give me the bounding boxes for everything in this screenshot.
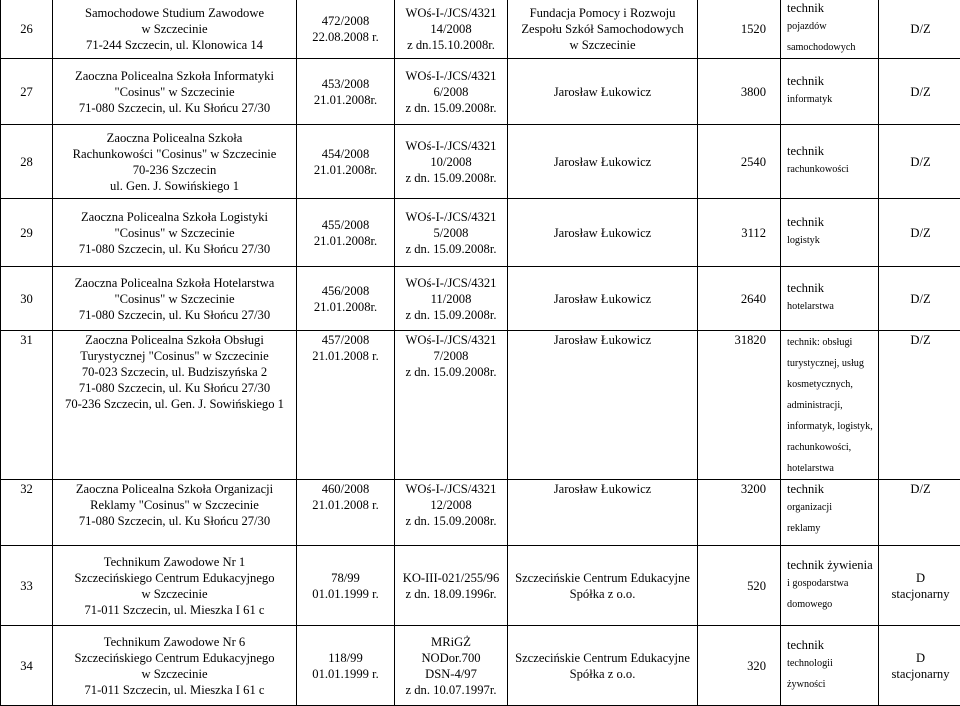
- study-mode-line: stacjonarny: [881, 666, 960, 682]
- decision-line: 455/2008: [299, 217, 392, 233]
- operator-line: Szczecińskie Centrum Edukacyjne: [510, 650, 695, 666]
- school-name-line: 70-236 Szczecin: [55, 162, 294, 178]
- registry-line: WOś-I-/JCS/4321: [397, 68, 505, 84]
- decision-line: 454/2008: [299, 146, 392, 162]
- row-number: 28: [20, 155, 33, 169]
- study-mode-line: D: [881, 570, 960, 586]
- decision-cell: [297, 199, 395, 267]
- school-cell: [53, 626, 297, 706]
- table-row: [1, 480, 960, 546]
- row-number-cell: [1, 267, 53, 331]
- students-cell: [698, 546, 781, 626]
- school-name-line: Zaoczna Policealna Szkoła: [55, 130, 294, 146]
- row-number: 29: [20, 226, 33, 240]
- table-row: [1, 546, 960, 626]
- profession-line: organizacji: [787, 497, 876, 518]
- row-number: 33: [20, 579, 33, 593]
- table-row: [1, 331, 960, 480]
- table-row: [1, 199, 960, 267]
- registry-cell: [395, 480, 508, 546]
- registry-cell: [395, 199, 508, 267]
- school-name-line: Turystycznej "Cosinus" w Szczecinie: [55, 348, 294, 364]
- students-cell: [698, 59, 781, 125]
- registry-line: z dn. 10.07.1997r.: [397, 682, 505, 698]
- mode-cell: [879, 125, 960, 199]
- profession-line: technik: [787, 73, 876, 89]
- decision-cell: [297, 125, 395, 199]
- profession-line: hotelarstwa: [787, 458, 876, 479]
- school-name-line: Zaoczna Policealna Szkoła Organizacji: [55, 481, 294, 497]
- registry-line: WOś-I-/JCS/4321: [397, 481, 505, 497]
- students-count: 1520: [741, 22, 766, 36]
- decision-line: 22.08.2008 r.: [299, 29, 392, 45]
- study-mode-line: D/Z: [881, 154, 960, 170]
- operator-line: Jarosław Łukowicz: [510, 154, 695, 170]
- table-row: [1, 0, 960, 59]
- study-mode-line: D: [881, 650, 960, 666]
- row-number: 26: [20, 22, 33, 36]
- registry-line: DSN-4/97: [397, 666, 505, 682]
- table-row: [1, 125, 960, 199]
- profession-line: reklamy: [787, 518, 876, 539]
- row-number-cell: [1, 59, 53, 125]
- students-count: 320: [747, 659, 766, 673]
- school-name-line: 71-080 Szczecin, ul. Ku Słońcu 27/30: [55, 100, 294, 116]
- school-name-line: Technikum Zawodowe Nr 1: [55, 554, 294, 570]
- profession-line: turystycznej, usług: [787, 353, 876, 374]
- school-name-line: 71-244 Szczecin, ul. Klonowica 14: [55, 37, 294, 53]
- registry-line: 10/2008: [397, 154, 505, 170]
- mode-cell: [879, 331, 960, 480]
- decision-line: 118/99: [299, 650, 392, 666]
- registry-line: WOś-I-/JCS/4321: [397, 275, 505, 291]
- decision-line: 01.01.1999 r.: [299, 666, 392, 682]
- row-number: 30: [20, 292, 33, 306]
- study-mode-line: D/Z: [881, 481, 960, 497]
- table-row: [1, 267, 960, 331]
- registry-line: z dn. 15.09.2008r.: [397, 100, 505, 116]
- profession-line: technik: [787, 481, 876, 497]
- school-name-line: Reklamy "Cosinus" w Szczecinie: [55, 497, 294, 513]
- students-cell: [698, 331, 781, 480]
- decision-line: 21.01.2008 r.: [299, 497, 392, 513]
- profession-line: technik: obsługi: [787, 332, 876, 353]
- decision-line: 21.01.2008r.: [299, 92, 392, 108]
- decision-cell: [297, 480, 395, 546]
- profession-line: żywności: [787, 674, 876, 695]
- school-name-line: "Cosinus" w Szczecinie: [55, 291, 294, 307]
- school-name-line: Szczecińskiego Centrum Edukacyjnego: [55, 650, 294, 666]
- students-count: 2540: [741, 155, 766, 169]
- profession-line: informatyk, logistyk,: [787, 416, 876, 437]
- students-count: 3800: [741, 85, 766, 99]
- registry-cell: [395, 125, 508, 199]
- operator-line: Spółka z o.o.: [510, 666, 695, 682]
- profession-cell: [781, 267, 879, 331]
- school-name-line: 70-023 Szczecin, ul. Budziszyńska 2: [55, 364, 294, 380]
- school-name-line: w Szczecinie: [55, 21, 294, 37]
- school-name-line: Zaoczna Policealna Szkoła Hotelarstwa: [55, 275, 294, 291]
- students-cell: [698, 267, 781, 331]
- students-cell: [698, 0, 781, 59]
- profession-line: rachunkowości,: [787, 437, 876, 458]
- profession-line: administracji,: [787, 395, 876, 416]
- operator-cell: [508, 199, 698, 267]
- school-cell: [53, 546, 297, 626]
- school-name-line: w Szczecinie: [55, 666, 294, 682]
- decision-cell: [297, 546, 395, 626]
- study-mode-line: D/Z: [881, 225, 960, 241]
- mode-cell: [879, 59, 960, 125]
- operator-cell: [508, 125, 698, 199]
- school-name-line: "Cosinus" w Szczecinie: [55, 225, 294, 241]
- decision-line: 01.01.1999 r.: [299, 586, 392, 602]
- profession-cell: [781, 480, 879, 546]
- profession-line: rachunkowości: [787, 159, 876, 180]
- school-name-line: ul. Gen. J. Sowińskiego 1: [55, 178, 294, 194]
- profession-cell: [781, 0, 879, 59]
- operator-line: Szczecińskie Centrum Edukacyjne: [510, 570, 695, 586]
- operator-cell: [508, 59, 698, 125]
- decision-cell: [297, 59, 395, 125]
- decision-line: 78/99: [299, 570, 392, 586]
- decision-line: 21.01.2008 r.: [299, 348, 392, 364]
- profession-line: technik: [787, 280, 876, 296]
- school-cell: [53, 331, 297, 480]
- decision-line: 456/2008: [299, 283, 392, 299]
- row-number: 27: [20, 85, 33, 99]
- profession-cell: [781, 125, 879, 199]
- operator-cell: [508, 331, 698, 480]
- mode-cell: [879, 480, 960, 546]
- registry-line: KO-III-021/255/96: [397, 570, 505, 586]
- operator-line: Fundacja Pomocy i Rozwoju: [510, 5, 695, 21]
- school-cell: [53, 59, 297, 125]
- school-name-line: 71-011 Szczecin, ul. Mieszka I 61 c: [55, 682, 294, 698]
- mode-cell: [879, 626, 960, 706]
- registry-line: NODor.700: [397, 650, 505, 666]
- registry-line: z dn. 15.09.2008r.: [397, 513, 505, 529]
- school-name-line: Samochodowe Studium Zawodowe: [55, 5, 294, 21]
- decision-line: 21.01.2008r.: [299, 299, 392, 315]
- operator-line: Jarosław Łukowicz: [510, 225, 695, 241]
- operator-cell: [508, 0, 698, 59]
- row-number-cell: [1, 331, 53, 480]
- profession-line: technik żywienia: [787, 557, 876, 573]
- row-number-cell: [1, 125, 53, 199]
- registry-line: z dn. 15.09.2008r.: [397, 364, 505, 380]
- row-number: 31: [20, 333, 33, 347]
- school-cell: [53, 199, 297, 267]
- profession-line: pojazdów: [787, 16, 876, 37]
- school-cell: [53, 0, 297, 59]
- row-number-cell: [1, 199, 53, 267]
- operator-cell: [508, 267, 698, 331]
- school-name-line: 71-080 Szczecin, ul. Ku Słońcu 27/30: [55, 307, 294, 323]
- row-number-cell: [1, 480, 53, 546]
- study-mode-line: D/Z: [881, 291, 960, 307]
- registry-line: 6/2008: [397, 84, 505, 100]
- registry-line: WOś-I-/JCS/4321: [397, 138, 505, 154]
- school-name-line: Zaoczna Policealna Szkoła Informatyki: [55, 68, 294, 84]
- decision-line: 457/2008: [299, 332, 392, 348]
- operator-line: Jarosław Łukowicz: [510, 481, 695, 497]
- registry-line: WOś-I-/JCS/4321: [397, 209, 505, 225]
- profession-line: kosmetycznych,: [787, 374, 876, 395]
- registry-cell: [395, 546, 508, 626]
- decision-cell: [297, 626, 395, 706]
- school-cell: [53, 480, 297, 546]
- school-name-line: 71-080 Szczecin, ul. Ku Słońcu 27/30: [55, 513, 294, 529]
- school-name-line: 71-080 Szczecin, ul. Ku Słońcu 27/30: [55, 241, 294, 257]
- registry-line: 12/2008: [397, 497, 505, 513]
- registry-line: 11/2008: [397, 291, 505, 307]
- operator-line: Spółka z o.o.: [510, 586, 695, 602]
- registry-line: z dn. 15.09.2008r.: [397, 170, 505, 186]
- decision-line: 472/2008: [299, 13, 392, 29]
- registry-line: 7/2008: [397, 348, 505, 364]
- row-number-cell: [1, 626, 53, 706]
- students-cell: [698, 199, 781, 267]
- operator-cell: [508, 480, 698, 546]
- table-row: [1, 59, 960, 125]
- students-cell: [698, 626, 781, 706]
- operator-line: Jarosław Łukowicz: [510, 84, 695, 100]
- school-name-line: Rachunkowości "Cosinus" w Szczecinie: [55, 146, 294, 162]
- registry-line: z dn. 15.09.2008r.: [397, 241, 505, 257]
- school-name-line: Zaoczna Policealna Szkoła Logistyki: [55, 209, 294, 225]
- decision-line: 460/2008: [299, 481, 392, 497]
- mode-cell: [879, 267, 960, 331]
- decision-line: 21.01.2008r.: [299, 162, 392, 178]
- school-name-line: 71-080 Szczecin, ul. Ku Słońcu 27/30: [55, 380, 294, 396]
- study-mode-line: stacjonarny: [881, 586, 960, 602]
- row-number-cell: [1, 0, 53, 59]
- registry-line: z dn.15.10.2008r.: [397, 37, 505, 53]
- operator-cell: [508, 546, 698, 626]
- school-cell: [53, 125, 297, 199]
- school-name-line: Szczecińskiego Centrum Edukacyjnego: [55, 570, 294, 586]
- registry-cell: [395, 0, 508, 59]
- profession-line: i gospodarstwa: [787, 573, 876, 594]
- decision-cell: [297, 331, 395, 480]
- mode-cell: [879, 199, 960, 267]
- registry-line: z dn. 15.09.2008r.: [397, 307, 505, 323]
- operator-line: Jarosław Łukowicz: [510, 332, 695, 348]
- profession-line: technologii: [787, 653, 876, 674]
- registry-line: 14/2008: [397, 21, 505, 37]
- study-mode-line: D/Z: [881, 21, 960, 37]
- school-name-line: "Cosinus" w Szczecinie: [55, 84, 294, 100]
- registry-line: 5/2008: [397, 225, 505, 241]
- profession-cell: [781, 331, 879, 480]
- operator-cell: [508, 626, 698, 706]
- registry-cell: [395, 626, 508, 706]
- decision-line: 21.01.2008r.: [299, 233, 392, 249]
- mode-cell: [879, 0, 960, 59]
- operator-line: w Szczecinie: [510, 37, 695, 53]
- registry-line: z dn. 18.09.1996r.: [397, 586, 505, 602]
- students-count: 3112: [741, 226, 766, 240]
- registry-line: MRiGŻ: [397, 634, 505, 650]
- profession-line: samochodowych: [787, 37, 876, 58]
- profession-cell: [781, 546, 879, 626]
- table-row: [1, 626, 960, 706]
- school-name-line: Technikum Zawodowe Nr 6: [55, 634, 294, 650]
- registry-line: WOś-I-/JCS/4321: [397, 5, 505, 21]
- school-name-line: w Szczecinie: [55, 586, 294, 602]
- profession-line: domowego: [787, 594, 876, 615]
- students-count: 3200: [741, 482, 766, 496]
- school-cell: [53, 267, 297, 331]
- registry-line: WOś-I-/JCS/4321: [397, 332, 505, 348]
- students-count: 2640: [741, 292, 766, 306]
- profession-cell: [781, 626, 879, 706]
- profession-cell: [781, 59, 879, 125]
- registry-cell: [395, 59, 508, 125]
- row-number: 34: [20, 659, 33, 673]
- students-count: 520: [747, 579, 766, 593]
- decision-cell: [297, 267, 395, 331]
- registry-cell: [395, 267, 508, 331]
- profession-line: logistyk: [787, 230, 876, 251]
- decision-cell: [297, 0, 395, 59]
- school-name-line: 71-011 Szczecin, ul. Mieszka I 61 c: [55, 602, 294, 618]
- operator-line: Jarosław Łukowicz: [510, 291, 695, 307]
- profession-line: technik: [787, 143, 876, 159]
- decision-line: 453/2008: [299, 76, 392, 92]
- registry-cell: [395, 331, 508, 480]
- profession-line: technik: [787, 0, 876, 16]
- study-mode-line: D/Z: [881, 84, 960, 100]
- profession-line: informatyk: [787, 89, 876, 110]
- profession-cell: [781, 199, 879, 267]
- students-cell: [698, 480, 781, 546]
- study-mode-line: D/Z: [881, 332, 960, 348]
- profession-line: technik: [787, 637, 876, 653]
- mode-cell: [879, 546, 960, 626]
- row-number: 32: [20, 482, 33, 496]
- profession-line: technik: [787, 214, 876, 230]
- school-name-line: 70-236 Szczecin, ul. Gen. J. Sowińskiego 1: [55, 396, 294, 412]
- students-count: 31820: [735, 333, 766, 347]
- row-number-cell: [1, 546, 53, 626]
- students-cell: [698, 125, 781, 199]
- operator-line: Zespołu Szkół Samochodowych: [510, 21, 695, 37]
- school-name-line: Zaoczna Policealna Szkoła Obsługi: [55, 332, 294, 348]
- profession-line: hotelarstwa: [787, 296, 876, 317]
